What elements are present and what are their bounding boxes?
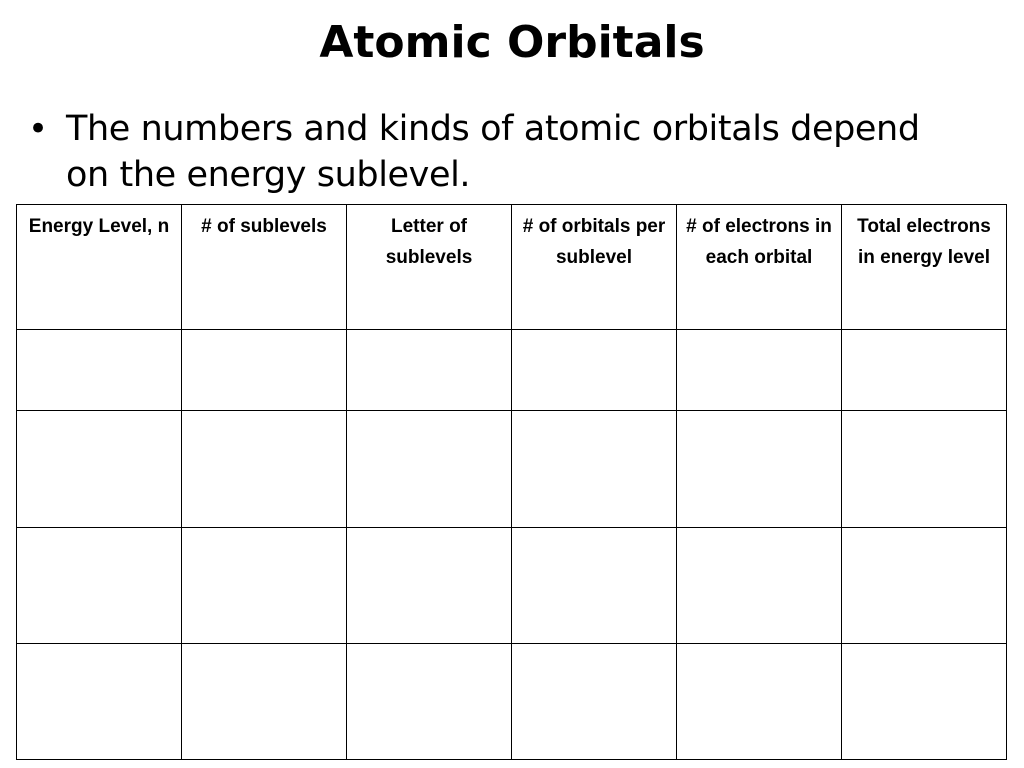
header-label: Energy Level, n (28, 216, 170, 237)
table-row (17, 527, 1007, 643)
table-cell (512, 643, 677, 759)
orbital-table-container (16, 204, 1007, 760)
table-cell (842, 643, 1007, 759)
table-cell (182, 643, 347, 759)
table-row (17, 330, 1007, 411)
table-cell (677, 527, 842, 643)
header-label: Total electrons in energy level (857, 216, 991, 268)
table-row (17, 643, 1007, 759)
table-cell (347, 330, 512, 411)
table-cell (677, 330, 842, 411)
bullet-text: The numbers and kinds of atomic orbitals depend on the energy sublevel. (66, 109, 920, 195)
bullet-icon: • (28, 109, 49, 149)
table-row (17, 411, 1007, 527)
header-electrons-per-orbital (677, 205, 842, 330)
table-cell (347, 643, 512, 759)
orbital-table (16, 204, 1007, 760)
header-letter-sublevels (347, 205, 512, 330)
table-cell (182, 330, 347, 411)
table-cell (17, 330, 182, 411)
table-cell (677, 643, 842, 759)
table-cell (677, 411, 842, 527)
table-cell (842, 527, 1007, 643)
table-cell (512, 527, 677, 643)
header-label: # of electrons in each orbital (686, 216, 832, 268)
table-cell (182, 527, 347, 643)
table-cell (842, 411, 1007, 527)
table-header-row (17, 205, 1007, 330)
header-orbitals-per-sublevel (512, 205, 677, 330)
table-cell (17, 527, 182, 643)
header-total-electrons (842, 205, 1007, 330)
table-cell (17, 411, 182, 527)
slide-title: Atomic Orbitals (319, 17, 705, 68)
table-cell (182, 411, 347, 527)
table-cell (842, 330, 1007, 411)
header-label: # of sublevels (201, 216, 327, 237)
bullet-point (28, 106, 1008, 198)
header-num-sublevels (182, 205, 347, 330)
table-cell (347, 527, 512, 643)
header-label: Letter of sublevels (385, 216, 473, 268)
table-cell (512, 411, 677, 527)
header-energy-level (17, 205, 182, 330)
table-cell (347, 411, 512, 527)
table-cell (17, 643, 182, 759)
header-label: # of orbitals per sublevel (522, 216, 666, 268)
table-cell (512, 330, 677, 411)
